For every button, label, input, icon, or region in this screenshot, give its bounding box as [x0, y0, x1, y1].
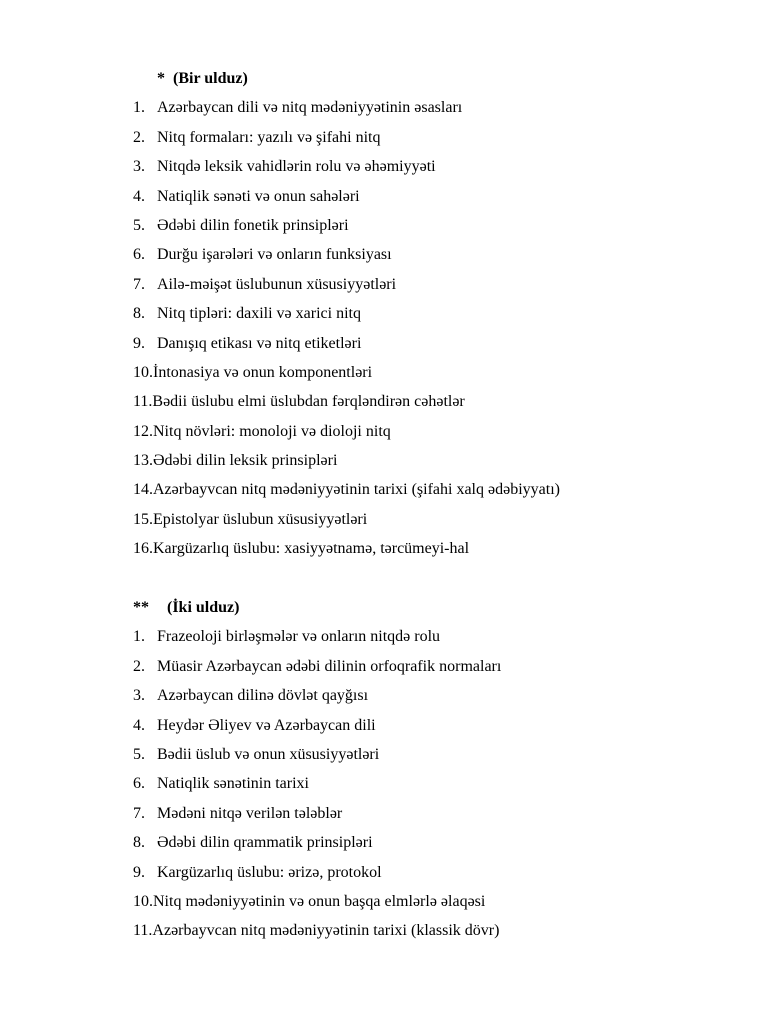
- item-number: 8.: [133, 834, 145, 852]
- item-number: 2.: [133, 128, 145, 146]
- item-text: Ailə-məişət üslubunun xüsusiyyətləri: [157, 275, 397, 293]
- list-item: [0, 861, 768, 890]
- item-number: 6.: [133, 246, 145, 264]
- list-item: [0, 831, 768, 860]
- item-number: 14.: [133, 481, 153, 499]
- list-item: [0, 890, 768, 919]
- list-item: [0, 243, 768, 272]
- item-number: 2.: [133, 657, 145, 675]
- item-number: 1.: [133, 99, 145, 117]
- list-item: [0, 919, 768, 948]
- item-number: 11.: [133, 393, 153, 411]
- list-item: [0, 743, 768, 772]
- item-number: 13.: [133, 452, 153, 470]
- item-number: 6.: [133, 775, 145, 793]
- list-item: [0, 714, 768, 743]
- item-number: 16.: [133, 540, 153, 558]
- item-text: Nitq mədəniyyətinin və onun başqa elmlərlə əlaqəsi: [153, 892, 486, 910]
- list-item: [0, 185, 768, 214]
- item-text: Frazeoloji birləşmələr və onların nitqdə rolu: [157, 628, 441, 646]
- section-two-star: [0, 596, 768, 949]
- item-text: Ədəbi dilin qrammatik prinsipləri: [157, 834, 373, 852]
- list-item: [0, 390, 768, 419]
- item-text: Heydər Əliyev və Azərbaycan dili: [157, 716, 376, 734]
- star-marker: *: [157, 70, 165, 87]
- list-item: [0, 214, 768, 243]
- item-text: Epistolyar üslubun xüsusiyyətləri: [153, 510, 368, 528]
- item-text: Nitq formaları: yazılı və şifahi nitq: [157, 128, 381, 146]
- item-text: Nitqdə leksik vahidlərin rolu və əhəmiyyəti: [157, 158, 436, 176]
- section-heading: [0, 596, 768, 625]
- item-text: Durğu işarələri və onların funksiyası: [157, 246, 392, 264]
- list-item: [0, 420, 768, 449]
- list-item: [0, 537, 768, 566]
- item-number: 4.: [133, 187, 145, 205]
- topic-list: [0, 96, 768, 566]
- star-marker: **: [133, 599, 149, 616]
- list-item: [0, 96, 768, 125]
- section-title: (İki ulduz): [167, 599, 240, 616]
- item-number: 3.: [133, 687, 145, 705]
- item-number: 9.: [133, 334, 145, 352]
- item-text: Natiqlik sənəti və onun sahələri: [157, 187, 360, 205]
- item-number: 5.: [133, 216, 145, 234]
- item-text: Ədəbi dilin leksik prinsipləri: [153, 452, 338, 470]
- list-item: [0, 655, 768, 684]
- list-item: [0, 302, 768, 331]
- item-text: Kargüzarlıq üslubu: ərizə, protokol: [157, 863, 382, 881]
- item-number: 7.: [133, 275, 145, 293]
- item-text: Nitq tipləri: daxili və xarici nitq: [157, 305, 361, 323]
- item-number: 12.: [133, 422, 153, 440]
- list-item: [0, 625, 768, 654]
- list-item: [0, 273, 768, 302]
- item-number: 7.: [133, 804, 145, 822]
- item-number: 3.: [133, 158, 145, 176]
- item-text: Azərbaycan dilinə dövlət qayğısı: [157, 687, 369, 705]
- item-number: 10.: [133, 363, 153, 381]
- section-heading: [0, 67, 768, 96]
- item-number: 4.: [133, 716, 145, 734]
- item-text: Ədəbi dilin fonetik prinsipləri: [157, 216, 349, 234]
- item-text: Müasir Azərbaycan ədəbi dilinin orfoqrafik normaları: [157, 657, 502, 675]
- item-number: 5.: [133, 745, 145, 763]
- item-text: Azərbayvcan nitq mədəniyyətinin tarixi (şifahi xalq ədəbiyyatı): [153, 481, 560, 499]
- item-text: İntonasiya və onun komponentləri: [153, 363, 373, 381]
- item-number: 15.: [133, 510, 153, 528]
- item-text: Azərbayvcan nitq mədəniyyətinin tarixi (klassik dövr): [152, 922, 500, 940]
- list-item: [0, 361, 768, 390]
- item-text: Azərbaycan dili və nitq mədəniyyətinin əsasları: [157, 99, 463, 117]
- section-one-star: [0, 67, 768, 567]
- item-text: Nitq növləri: monoloji və dioloji nitq: [153, 422, 391, 440]
- list-item: [0, 772, 768, 801]
- list-item: [0, 449, 768, 478]
- item-text: Kargüzarlıq üslubu: xasiyyətnamə, tərcümeyi-hal: [153, 540, 470, 558]
- list-item: [0, 802, 768, 831]
- item-number: 8.: [133, 305, 145, 323]
- list-item: [0, 478, 768, 507]
- item-number: 10.: [133, 892, 153, 910]
- item-number: 9.: [133, 863, 145, 881]
- list-item: [0, 155, 768, 184]
- item-number: 1.: [133, 628, 145, 646]
- item-text: Bədii üslub və onun xüsusiyyətləri: [157, 745, 380, 763]
- list-item: [0, 508, 768, 537]
- item-text: Danışıq etikası və nitq etiketləri: [157, 334, 362, 352]
- item-text: Natiqlik sənətinin tarixi: [157, 775, 309, 793]
- section-title: (Bir ulduz): [173, 70, 248, 87]
- list-item: [0, 126, 768, 155]
- list-item: [0, 684, 768, 713]
- list-item: [0, 332, 768, 361]
- item-text: Bədii üslubu elmi üslubdan fərqləndirən cəhətlər: [152, 393, 465, 411]
- item-number: 11.: [133, 922, 153, 940]
- topic-list: [0, 625, 768, 948]
- item-text: Mədəni nitqə verilən tələblər: [157, 804, 343, 822]
